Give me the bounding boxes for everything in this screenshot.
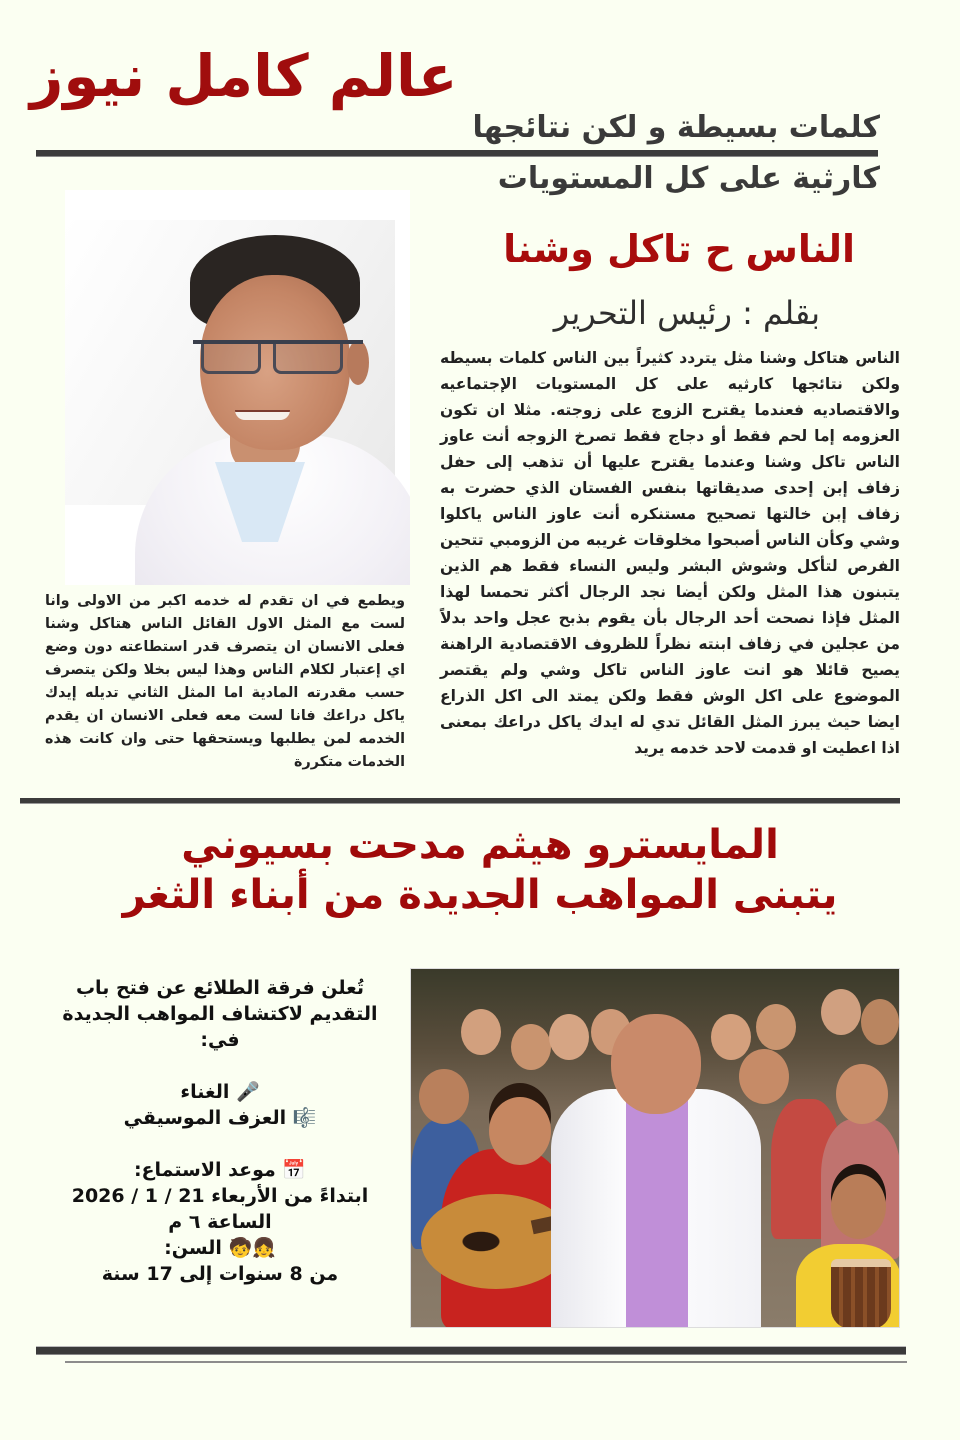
children-icon: 👧🧒 [228,1237,276,1259]
guitar-icon [421,1194,571,1289]
microphone-icon: 🎤 [235,1081,260,1103]
child-face [549,1014,589,1060]
child-face [861,999,899,1045]
schedule-heading [40,1157,400,1183]
article-body-continued: ويطمع في ان تقدم له خدمه اكبر من الاولى وانا لست مع المثل الاول القائل الناس هتاكل وشنا فعلى الانسان ان يتصرف قدر استطاعته دون وضع اي إعتبار لكلام الناس وهذا ليس بخلا ولكن يتصرف حسب مقدرته المادية اما المثل الثاني تديله إيدك ياكل دراعك فانا لست معه فعلى الانسان ان يقدم الخدمه لمن يطلبها ويستحقها حتى وان كانت هذه الخدمات متكررة [45,593,405,770]
story2-headline [60,820,900,920]
announcement-block [40,975,400,1287]
glasses-icon [193,340,363,374]
header-divider [36,150,878,156]
article-byline: بقلم : رئيس التحرير [553,294,820,332]
age-heading [40,1235,400,1261]
glasses-lens-right [273,344,343,374]
section-divider [20,798,900,803]
schedule-time: الساعة ٦ م [168,1211,272,1233]
story2-headline-line2: يتبنى المواهب الجديدة من أبناء الثغر [122,872,838,918]
glasses-lens-left [201,344,261,374]
announcement-intro: تُعلن فرقة الطلائع عن فتح باب التقديم لاكتشاف المواهب الجديدة في: [62,977,378,1051]
child-face [756,1004,796,1050]
guitarist-face [489,1097,551,1165]
child-face [711,1014,751,1060]
category-label: الغناء [180,1081,230,1103]
article-body: الناس هتاكل وشنا مثل يتردد كثيراً بين الناس كلمات بسيطه ولكن نتائجها كارثيه على كل المستويات الإجتماعيه والاقتصاديه فعندما يقترح الزوج على زوجته. مثلا ان تكون العزومه إما لحم فقط أو دجاج فقط تصرخ الزوجه أنت عاوز الناس تاكل وشنا وعندما يقترح عليها أن تذهب إلى حفل زفاف إبن إحدى صديقاتها بنفس الفستان الذي حضرت به زفاف إبن خالتها تصحيح مستنكره أنت عاوز الناس ياكلوا وشي وكأن الناس أصبحوا مخلوقات غريبه من الزومبي تتحين الفرص لتأكل وشوش البشر وليس النساء فقط هم الذين يتبنون هذا المثل ولكن أيضا نجد الرجال أكثر تحمسا لهذا المثل فإذا نصحت أحد الرجال بأن يقوم بذبح عجل واحد بدلاً من عجلين في زفاف ابنته نظراً للظروف الاقتصادية الراهنة يصيح قائلا هو انت عاوز الناس تاكل وشي ولم يقتصر الموضوع على اكل الوش فقط ولكن يمتد الى اكل الذراع ايضا حيث يبرز المثل القائل تدي له ايدك ياكل دراعك بمعنى اذا اعطيت او قدمت لاحد خدمه يريد [440,349,900,757]
masthead-title: عالم كامل نيوز [30,42,458,110]
schedule-label: موعد الاستماع: [133,1159,276,1181]
child-face [739,1049,789,1104]
tagline-line-1: كلمات بسيطة و لكن نتائجها [472,110,880,145]
child-face [821,989,861,1035]
music-score-icon: 🎼 [292,1107,317,1129]
photo-smile [235,410,290,420]
maestro-face [611,1014,701,1114]
category-instrumental [40,1105,400,1131]
author-photo [65,190,410,585]
schedule-date: ابتداءً من الأربعاء 21 / 1 / 2026 [71,1185,369,1207]
child-face [419,1069,469,1124]
maestro-shirt [626,1094,688,1328]
footer-divider-thin [65,1361,907,1363]
maestro-group-photo [410,968,900,1328]
footer-divider [36,1347,906,1354]
category-singing [40,1079,400,1105]
drum-icon [831,1259,891,1328]
age-label: السن: [164,1237,222,1259]
drummer-face [831,1174,886,1239]
tagline-line-2: كارثية على كل المستويات [497,161,880,196]
child-face [836,1064,888,1124]
calendar-icon: 📅 [282,1159,307,1181]
article-headline: الناس ح تاكل وشنا [503,227,855,271]
child-face [461,1009,501,1055]
story2-headline-line1: المايسترو هيثم مدحت بسيوني [181,822,779,868]
category-label: العزف الموسيقي [123,1107,287,1129]
child-face [511,1024,551,1070]
age-range: من 8 سنوات إلى 17 سنة [101,1263,339,1285]
